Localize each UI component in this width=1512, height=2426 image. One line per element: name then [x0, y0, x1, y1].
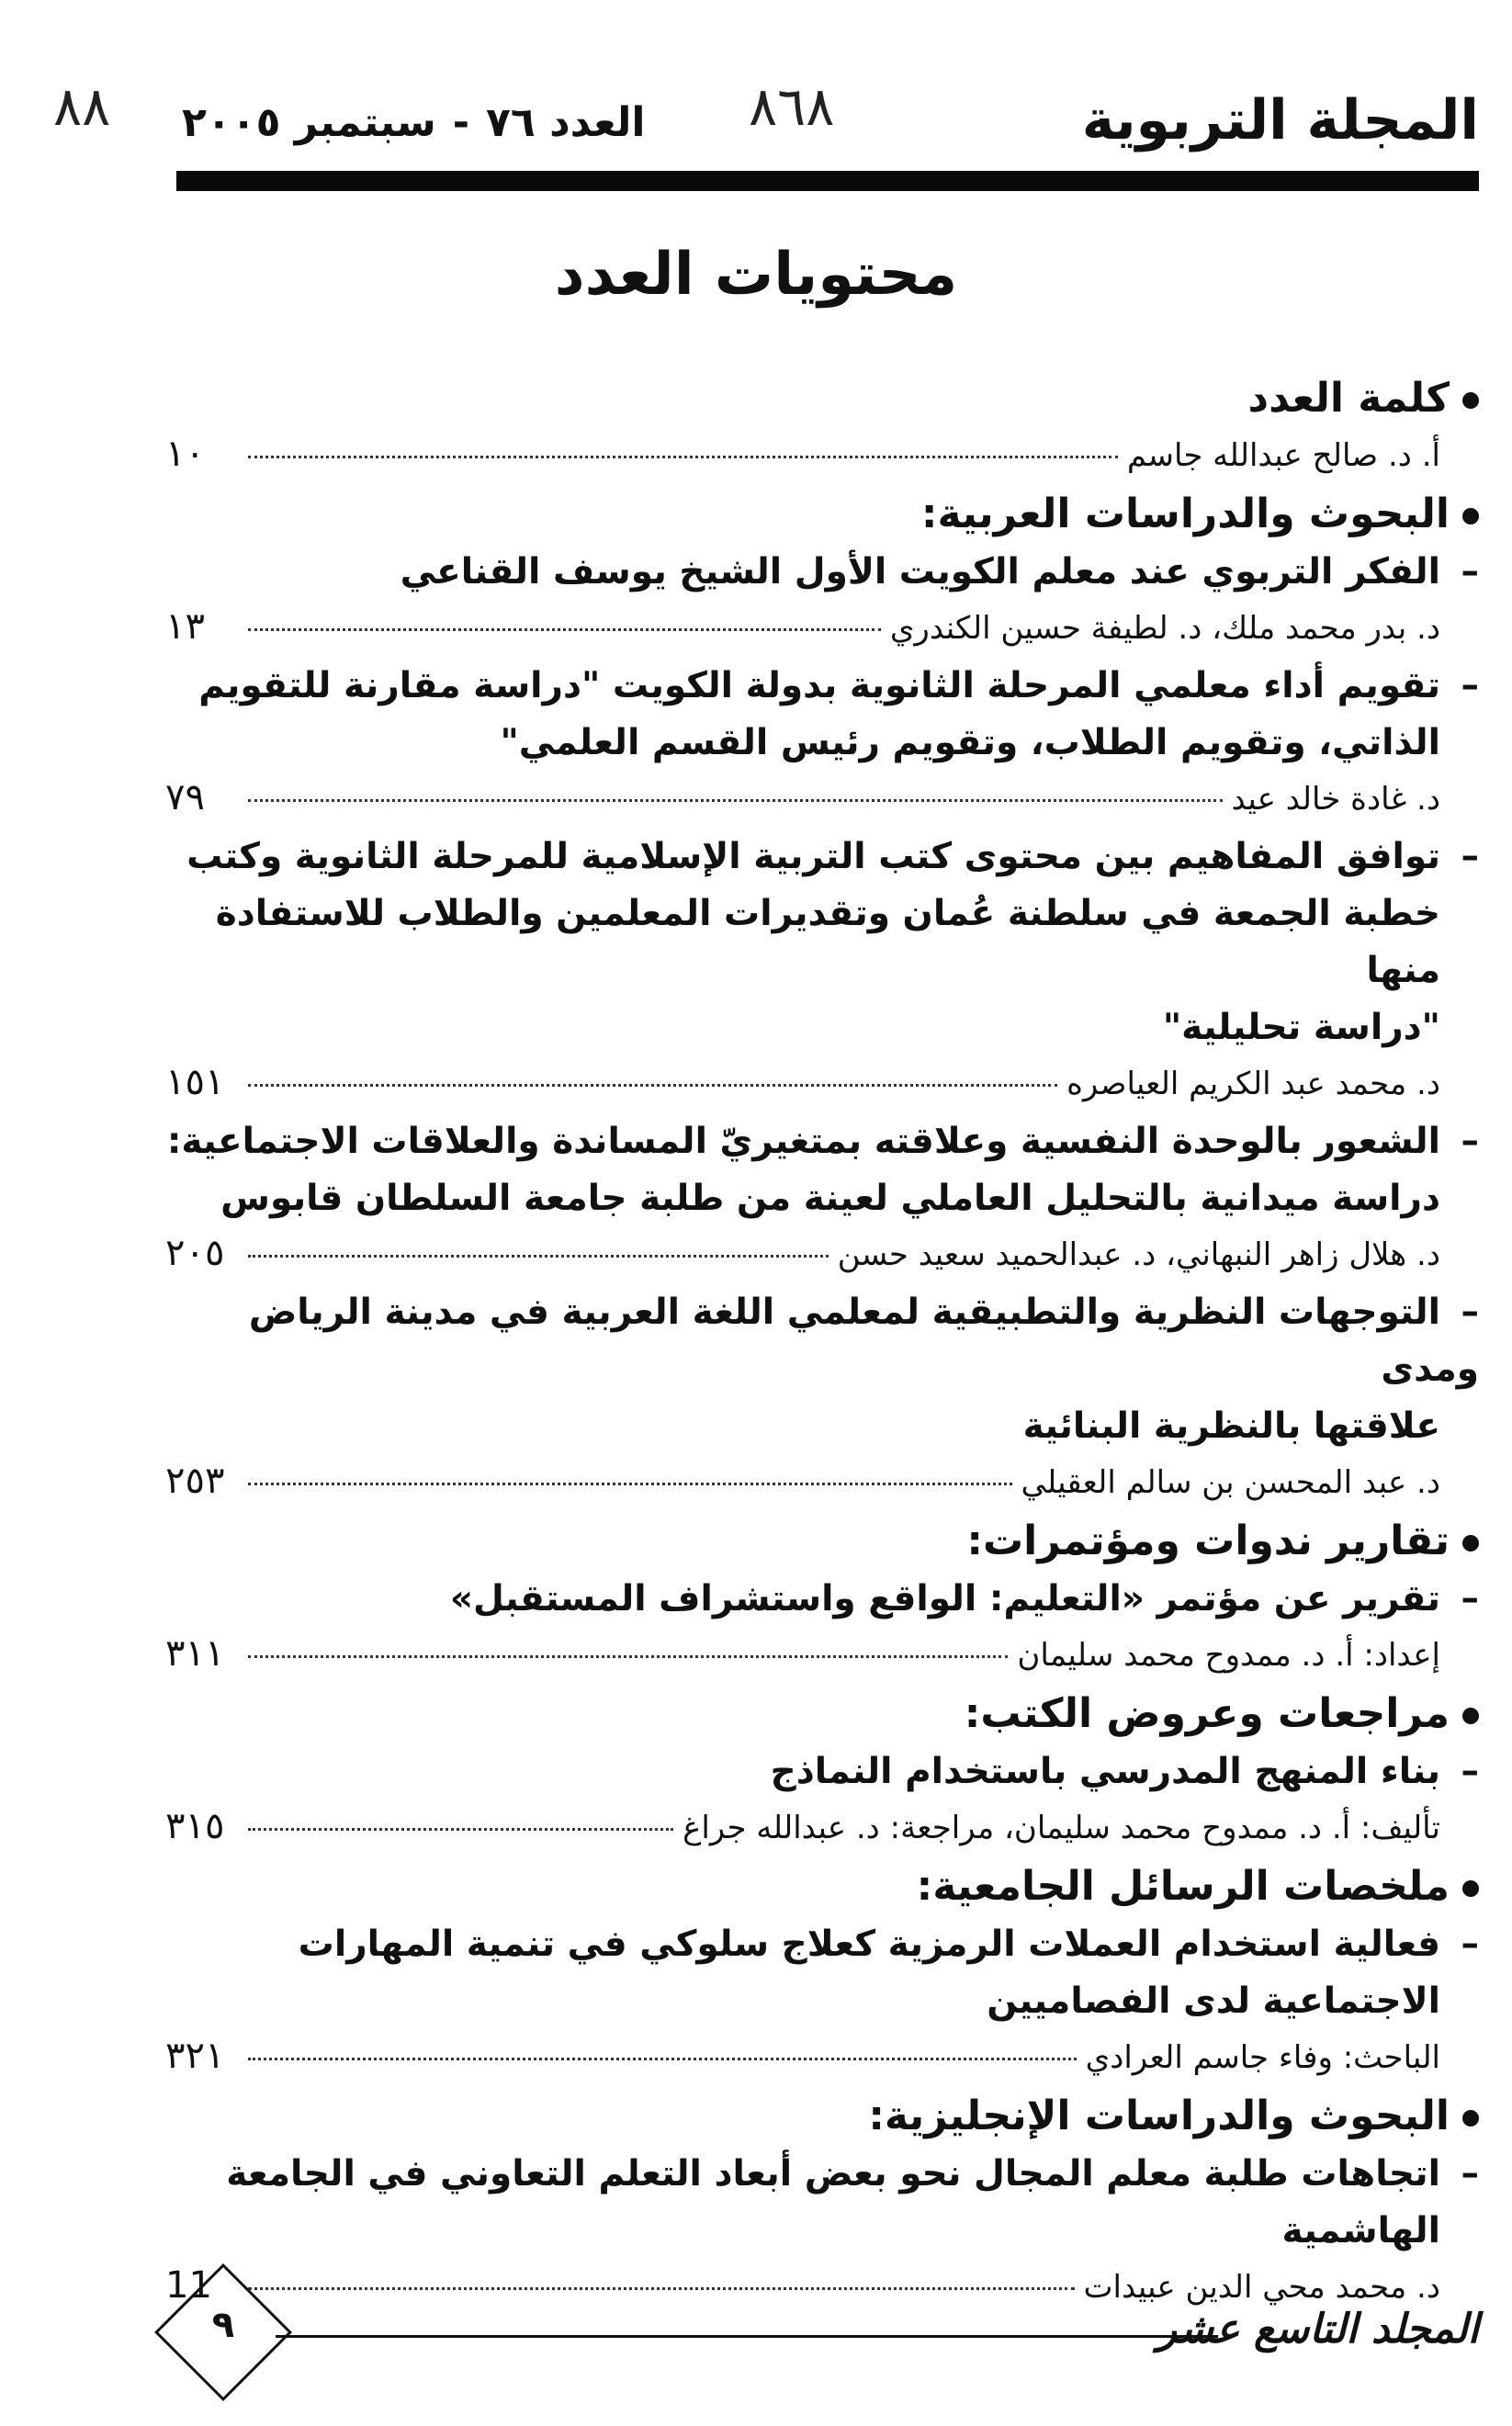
- entry-author: أ. د. صالح عبدالله جاسم: [1126, 437, 1440, 474]
- entry-page-number: ٣١٥: [165, 1805, 225, 1847]
- entry-author: د. بدر محمد ملك، د. لطيفة حسين الكندري: [889, 610, 1440, 647]
- dot-leader: [248, 1084, 1057, 1087]
- entry-author: د. غادة خالد عيد: [1231, 781, 1440, 818]
- author-line: [165, 1056, 1479, 1108]
- page-title: محتويات العدد: [554, 241, 958, 309]
- entry-title: [165, 1571, 1479, 1628]
- entry-author: د. محمد عبد الكريم العياصره: [1066, 1066, 1440, 1102]
- section-heading-text: البحوث والدراسات العربية:: [920, 491, 1450, 537]
- author-line: [165, 2030, 1479, 2082]
- dot-leader: [248, 799, 1223, 802]
- dash-marker: –: [1461, 836, 1479, 877]
- issue-date: سبتمبر ٢٠٠٥: [182, 99, 436, 146]
- entry-title: [165, 544, 1479, 601]
- handwritten-corner-note: ٨٨: [53, 75, 111, 138]
- entry-title: [165, 1916, 1479, 2030]
- bullet-icon: [1462, 2110, 1479, 2127]
- entry-page-number: ٢٥٣: [165, 1460, 225, 1502]
- entry-page-number: ٧٩: [165, 776, 205, 818]
- section-heading: [165, 2087, 1479, 2146]
- bullet-icon: [1462, 1708, 1479, 1724]
- table-of-contents: [165, 369, 1479, 2317]
- entry-title-line: تقرير عن مؤتمر «التعليم: الواقع واستشراف المستقبل»: [449, 1578, 1440, 1619]
- dot-leader: [248, 628, 881, 631]
- dash-marker: –: [1461, 1121, 1479, 1162]
- entry-title-line: الفكر التربوي عند معلم الكويت الأول الشيخ يوسف القناعي: [400, 551, 1440, 592]
- entry-title-line: الشعور بالوحدة النفسية وعلاقته بمتغيريّ المساندة والعلاقات الاجتماعية:: [166, 1121, 1440, 1162]
- section-heading-text: كلمة العدد: [1247, 375, 1450, 422]
- dot-leader: [248, 2058, 1077, 2060]
- dash-marker: –: [1461, 1924, 1479, 1965]
- dash-marker: –: [1461, 1292, 1479, 1333]
- section-heading-text: تقارير ندوات ومؤتمرات:: [966, 1518, 1450, 1564]
- dash-marker: –: [1461, 1751, 1479, 1792]
- author-line: [165, 1628, 1479, 1679]
- dot-leader: [248, 1255, 829, 1258]
- author-line: [165, 772, 1479, 823]
- dash-marker: –: [1461, 1578, 1479, 1619]
- journal-name: المجلة التربوية: [1081, 88, 1479, 152]
- handwritten-center-note: ٨٦٨: [749, 75, 835, 138]
- section-heading: [165, 485, 1479, 544]
- author-line: [165, 2260, 1479, 2311]
- entry-page-number: ١٠: [165, 433, 205, 475]
- toc-entry: [165, 1916, 1479, 2087]
- toc-entry: [165, 2146, 1479, 2317]
- entry-title-line: توافق المفاهيم بين محتوى كتب التربية الإسلامية للمرحلة الثانوية وكتب: [186, 836, 1440, 877]
- issue-number: العدد ٧٦: [486, 99, 646, 146]
- dot-leader: [248, 1483, 1012, 1485]
- dot-leader: [248, 1828, 673, 1831]
- dash-marker: –: [1461, 2153, 1479, 2195]
- entry-title-line: فعالية استخدام العملات الرمزية كعلاج سلوكي في تنمية المهارات: [298, 1924, 1440, 1965]
- bullet-icon: [1462, 508, 1479, 525]
- toc-entry: [165, 544, 1479, 658]
- entry-title-line: بناء المنهج المدرسي باستخدام النماذج: [770, 1751, 1440, 1792]
- entry-title: [165, 658, 1479, 772]
- page-number: ٩: [211, 2304, 235, 2346]
- dot-leader: [248, 456, 1118, 458]
- entry-page-number: ٣٢١: [165, 2035, 225, 2077]
- dash-marker: –: [1461, 551, 1479, 592]
- entry-title: [165, 1743, 1479, 1800]
- author-line: [165, 601, 1479, 652]
- toc-entry: [165, 428, 1479, 485]
- section-heading: [165, 1857, 1479, 1916]
- entry-title-line: التوجهات النظرية والتطبيقية لمعلمي اللغة العربية في مدينة الرياض ومدى: [248, 1292, 1479, 1390]
- toc-entry: [165, 1743, 1479, 1857]
- entry-title: [165, 1113, 1479, 1227]
- entry-title-line: خطبة الجمعة في سلطنة عُمان وتقديرات المعلمين والطلاب للاستفادة منها: [215, 893, 1440, 991]
- entry-title-line: الذاتي، وتقويم الطلاب، وتقويم رئيس القسم العلمي": [500, 722, 1440, 763]
- author-line: [165, 1227, 1479, 1279]
- section-heading: [165, 369, 1479, 428]
- author-line: [165, 428, 1479, 480]
- entry-title-line: دراسة ميدانية بالتحليل العاملي لعينة من طلبة جامعة السلطان قابوس: [220, 1178, 1440, 1219]
- toc-entry: [165, 658, 1479, 829]
- toc-entry: [165, 1113, 1479, 1284]
- dot-leader: [248, 2287, 1075, 2290]
- entry-page-number: ٢٠٥: [165, 1232, 225, 1274]
- entry-page-number: ١٣: [165, 605, 205, 648]
- entry-title: [165, 2146, 1479, 2260]
- section-heading-text: مراجعات وعروض الكتب:: [964, 1690, 1450, 1737]
- entry-title-line: الاجتماعية لدى الفصاميين: [987, 1980, 1440, 2022]
- issue-separator: -: [452, 99, 470, 146]
- entry-title-line: تقويم أداء معلمي المرحلة الثانوية بدولة الكويت "دراسة مقارنة للتقويم: [198, 665, 1440, 706]
- issue-info: [165, 99, 646, 146]
- entry-title: [165, 829, 1479, 1056]
- bullet-icon: [1462, 1880, 1479, 1897]
- entry-title-line: اتجاهات طلبة معلم المجال نحو بعض أبعاد التعلم التعاوني في الجامعة: [226, 2153, 1440, 2195]
- header-rule: [176, 171, 1479, 191]
- footer-rule: [276, 2335, 1218, 2338]
- entry-title-line: الهاشمية: [1281, 2210, 1440, 2251]
- section-heading: [165, 1512, 1479, 1571]
- entry-author: تأليف: أ. د. ممدوح محمد سليمان، مراجعة: د. عبدالله جراغ: [683, 1810, 1440, 1846]
- toc-entry: [165, 1571, 1479, 1685]
- entry-title: [165, 1284, 1479, 1455]
- dash-marker: –: [1461, 665, 1479, 706]
- entry-author: د. عبد المحسن بن سالم العقيلي: [1021, 1464, 1440, 1501]
- author-line: [165, 1800, 1479, 1852]
- toc-entry: [165, 1284, 1479, 1512]
- entry-author: الباحث: وفاء جاسم العرادي: [1085, 2039, 1440, 2076]
- entry-page-number: ٣١١: [165, 1632, 225, 1675]
- bullet-icon: [1462, 392, 1479, 409]
- entry-title-line: علاقتها بالنظرية البنائية: [1022, 1405, 1440, 1447]
- dot-leader: [248, 1655, 1008, 1658]
- author-line: [165, 1455, 1479, 1506]
- bullet-icon: [1462, 1535, 1479, 1552]
- entry-author: إعداد: أ. د. ممدوح محمد سليمان: [1017, 1637, 1440, 1674]
- entry-page-number: ١٥١: [165, 1061, 225, 1103]
- entry-author: د. محمد محي الدين عبيدات: [1083, 2269, 1440, 2306]
- section-heading-text: ملخصات الرسائل الجامعية:: [916, 1863, 1450, 1910]
- section-heading: [165, 1685, 1479, 1743]
- entry-author: د. هلال زاهر النبهاني، د. عبدالحميد سعيد حسن: [837, 1236, 1440, 1273]
- volume-label: المجلد التاسع عشر: [1157, 2306, 1479, 2353]
- toc-entry: [165, 829, 1479, 1113]
- entry-title-line: "دراسة تحليلية": [1162, 1007, 1440, 1048]
- entry-page-number: 11: [165, 2264, 212, 2307]
- section-heading-text: البحوث والدراسات الإنجليزية:: [868, 2093, 1450, 2139]
